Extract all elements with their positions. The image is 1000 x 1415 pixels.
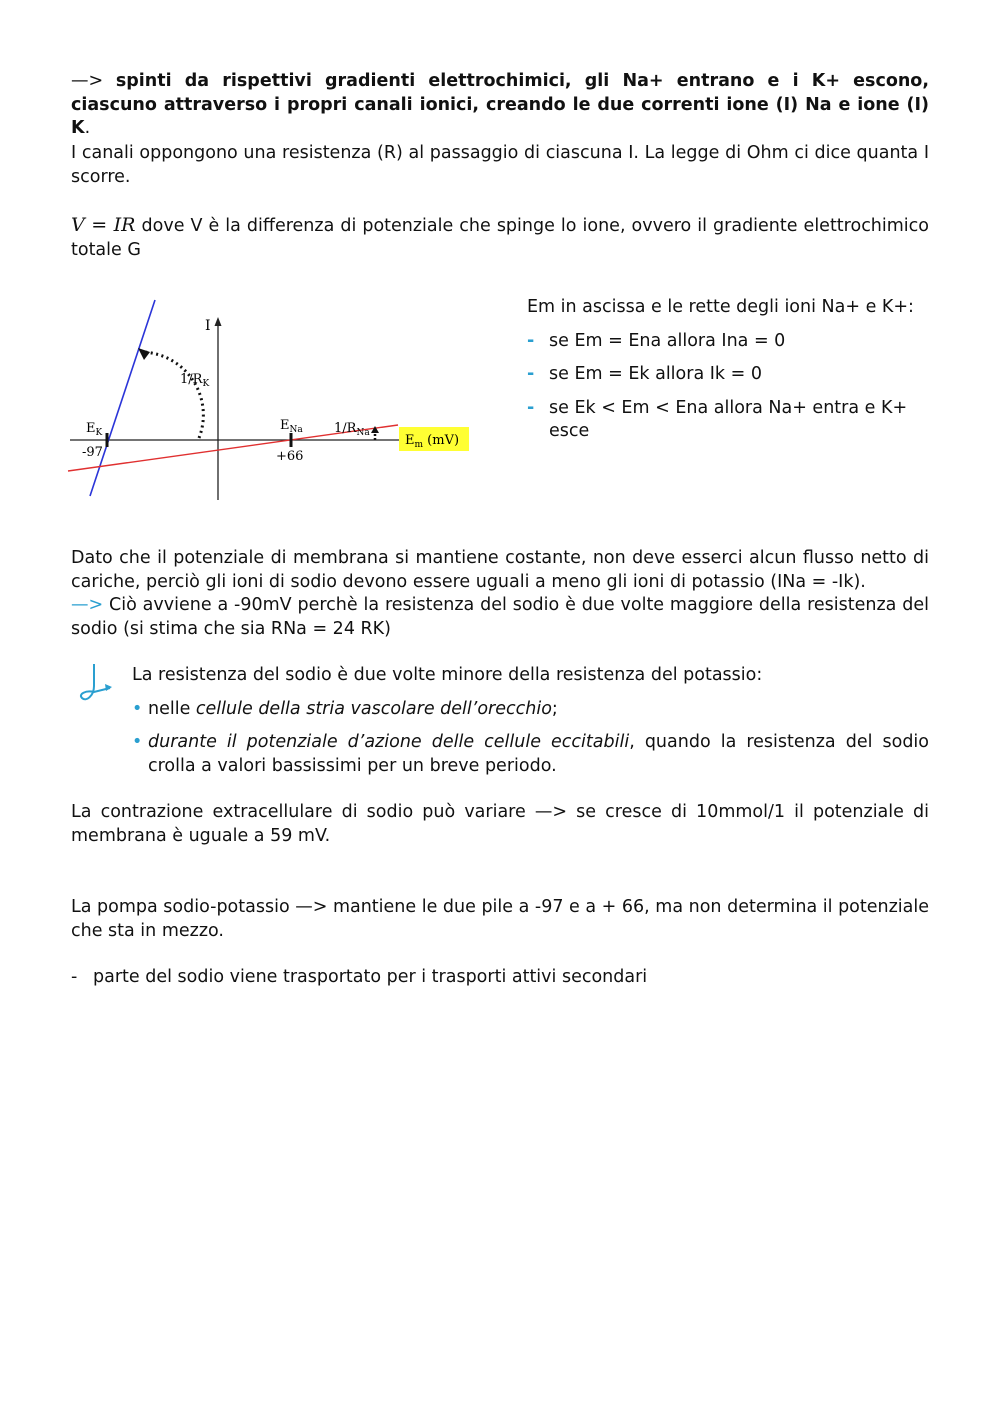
ek-value: -97 <box>82 445 103 460</box>
bullet-dot: • <box>132 732 143 752</box>
note-intro: La resistenza del sodio è due volte minore della resistenza del potassio: <box>132 665 763 685</box>
paragraph-ohm <box>71 214 929 262</box>
bold-statement: spinti da rispettivi gradienti elettrochimici, gli Na+ entrano e i K+ escono, ciascuno attraverso i propri canali ionici, creando le due correnti ione (I) Na e ione (I) K <box>71 71 929 138</box>
note-block <box>132 664 929 778</box>
rna-label: $1/R_{Na}$ <box>334 421 370 438</box>
list-item-text: se Em = Ena allora Ina = 0 <box>549 330 786 351</box>
bullet-italic: cellule della stria vascolare dell’orecchio <box>195 698 552 719</box>
bullet-text: ; <box>551 698 558 719</box>
ena-value: +66 <box>276 449 304 464</box>
list-item <box>527 363 927 387</box>
list-item <box>132 698 929 722</box>
bullet-text: , quando la resistenza del sodio crolla a valori bassissimi per un breve periodo. <box>148 732 930 776</box>
bullet-dot: • <box>132 698 143 719</box>
period: . <box>84 118 91 138</box>
diagram-explanation <box>527 296 927 444</box>
list-item-text: se Ek < Em < Ena allora Na+ entra e K+ esce <box>549 397 908 441</box>
ohm-formula: V = IR <box>71 214 136 236</box>
rna-arrowhead <box>371 426 379 433</box>
equilibrium-text: Dato che il potenziale di membrana si mantiene costante, non deve esserci alcun flusso netto di cariche, perciò gli ioni di sodio devono essere uguali a meno gli ioni di potassio (INa = -Ik). <box>71 548 929 592</box>
list-item <box>527 397 927 444</box>
arrow-marker: —> <box>71 595 104 615</box>
dash-marker: - <box>71 967 78 987</box>
bullet-text: nelle <box>148 698 196 719</box>
dash-marker: - <box>527 397 535 418</box>
paragraph-extracellular: La contrazione extracellulare di sodio può variare —> se cresce di 10mmol/1 il potenziale di membrana è uguale a 59 mV. <box>71 802 929 846</box>
explanation-intro: Em in ascissa e le rette degli ioni Na+ e K+: <box>527 297 914 317</box>
bullet-italic: durante il potenziale d’azione delle cellule eccitabili <box>148 732 630 752</box>
dash-marker: - <box>527 364 535 384</box>
ohm-explanation: dove V è la differenza di potenziale che spinge lo ione, ovvero il gradiente elettrochimico totale G <box>71 216 930 260</box>
list-item-text: se Em = Ek allora Ik = 0 <box>549 364 762 384</box>
curved-arrow-icon <box>76 660 116 710</box>
paragraph-gradients <box>71 70 929 141</box>
paragraph-resistance: I canali oppongono una resistenza (R) al passaggio di ciascuna I. La legge di Ohm ci dice quanta I scorre. <box>71 143 929 187</box>
list-item <box>527 330 927 354</box>
ek-label: $E_K$ <box>86 421 103 438</box>
rk-label: $1/R_K$ <box>180 372 210 389</box>
y-axis-label: I <box>205 318 211 334</box>
rk-arc-arrowhead <box>138 348 150 360</box>
rk-slope-arc <box>142 352 203 438</box>
list-item <box>132 731 929 778</box>
list-item-text: parte del sodio viene trasportato per i trasporti attivi secondari <box>93 967 648 987</box>
paragraph-pump: La pompa sodio-potassio —> mantiene le due pile a -97 e a + 66, ma non determina il potenziale che sta in mezzo. <box>71 897 929 941</box>
y-axis-arrowhead <box>215 317 222 326</box>
dash-marker: - <box>527 330 535 351</box>
paragraph-equilibrium <box>71 547 929 641</box>
arrow-prefix: —> <box>71 71 116 91</box>
list-item <box>71 966 647 990</box>
iv-diagram <box>60 290 480 510</box>
equilibrium-detail: Ciò avviene a -90mV perchè la resistenza del sodio è due volte maggiore della resistenza del sodio (si stima che sia RNa = 24 RK) <box>71 595 929 639</box>
x-axis-label: $E_m$ (mV) <box>405 433 460 450</box>
ena-label: $E_{Na}$ <box>280 418 303 435</box>
